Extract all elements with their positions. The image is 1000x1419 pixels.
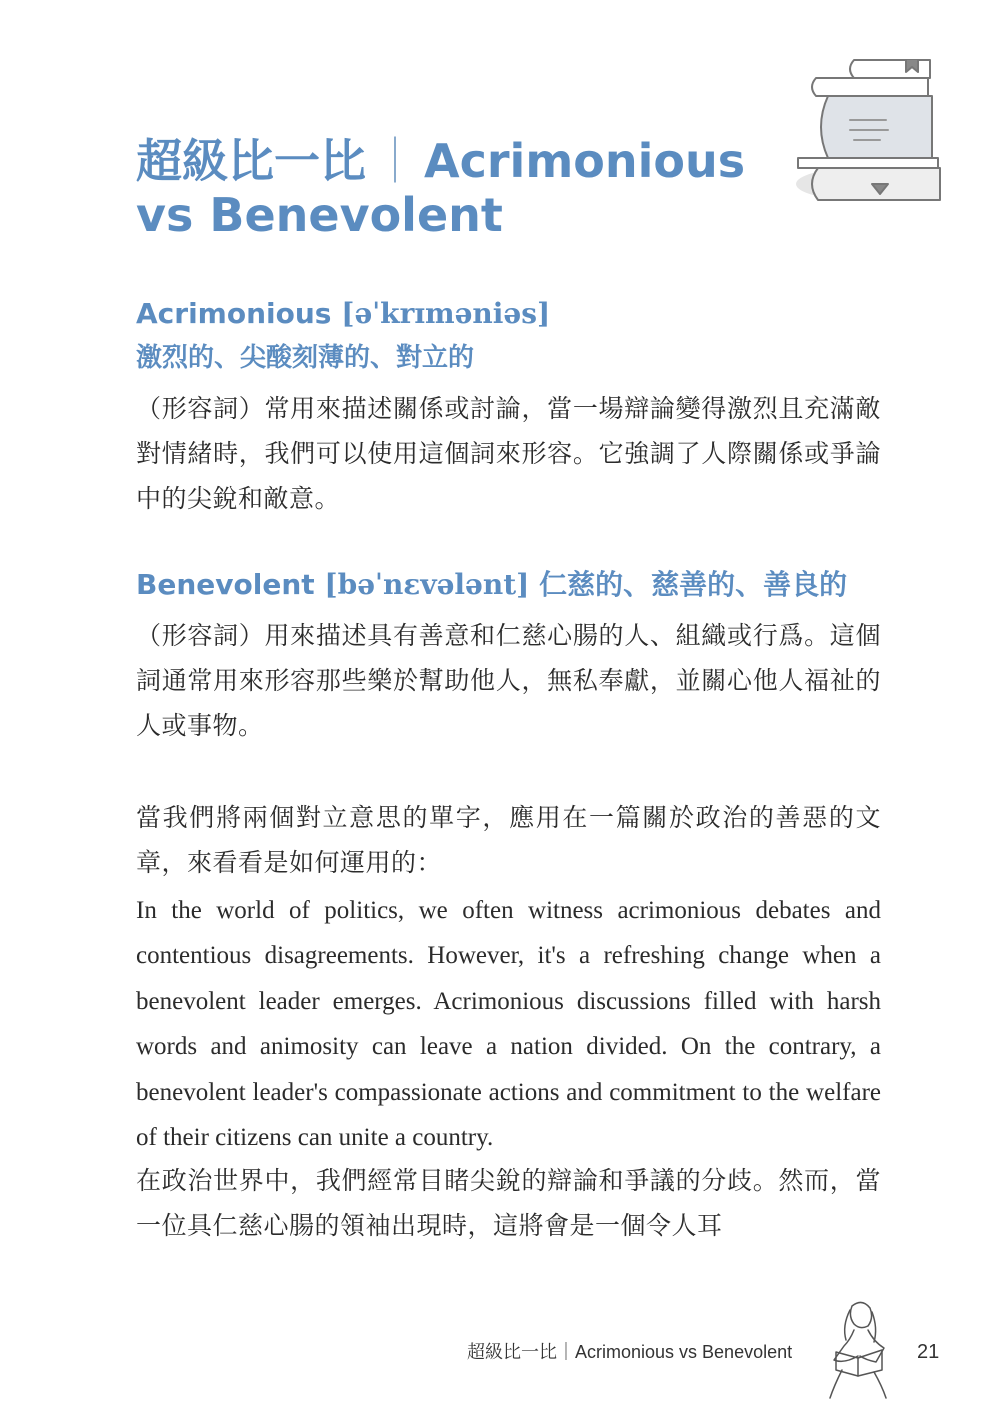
entry1-word: Acrimonious [136,297,332,330]
page-number: 21 [917,1341,940,1363]
page-title-en: Acrimonious vs Benevolent [136,133,746,242]
page-title-zh: 超級比一比 [136,133,366,188]
entry2-description: （形容詞）用來描述具有善意和仁慈心腸的人、組織或行爲。這個詞通常用來形容那些樂於幫助他人，無私奉獻，並關心他人福祉的人或事物。 [136,621,881,740]
title-separator: ｜ [372,133,418,188]
entry1-phonetic: [əˈkrɪməniəs] [341,297,551,330]
entry1-heading [136,294,550,334]
running-footer-title: 超級比一比｜Acrimonious vs Benevolent [467,1342,793,1362]
entry1-meaning: 激烈的、尖酸刻薄的、對立的 [136,343,475,373]
example-chinese-paragraph: 在政治世界中，我們經常目睹尖銳的辯論和爭議的分歧。然而，當一位具仁慈心腸的領袖出現時，這將會是一個令人耳 [136,1166,881,1240]
book-stack-icon [788,56,948,210]
page-title [136,134,796,242]
example-english-paragraph: In the world of politics, we often witness acrimonious debates and contentious disagreements. However, it's a refreshing change when a benevolent leader emerges. Acrimonious discussions filled with harsh words and animosity can leave a nation divided. On the contrary, a benevolent leader's compassionate actions and commitment to the welfare of their citizens can unite a country. [136,897,881,1152]
entry1-description: （形容詞）常用來描述關係或討論，當一場辯論變得激烈且充滿敵對情緒時，我們可以使用這個詞來形容。它強調了人際關係或爭論中的尖銳和敵意。 [136,394,881,513]
entry2-meaning: 仁慈的、慈善的、善良的 [539,568,848,601]
entry2-word: Benevolent [136,568,315,601]
reading-person-icon [824,1300,894,1404]
entry2-phonetic: [bəˈnɛvələnt] [324,568,530,601]
entry2-heading [136,565,847,605]
example-intro: 當我們將兩個對立意思的單字，應用在一篇關於政治的善惡的文章，來看看是如何運用的： [136,803,881,877]
